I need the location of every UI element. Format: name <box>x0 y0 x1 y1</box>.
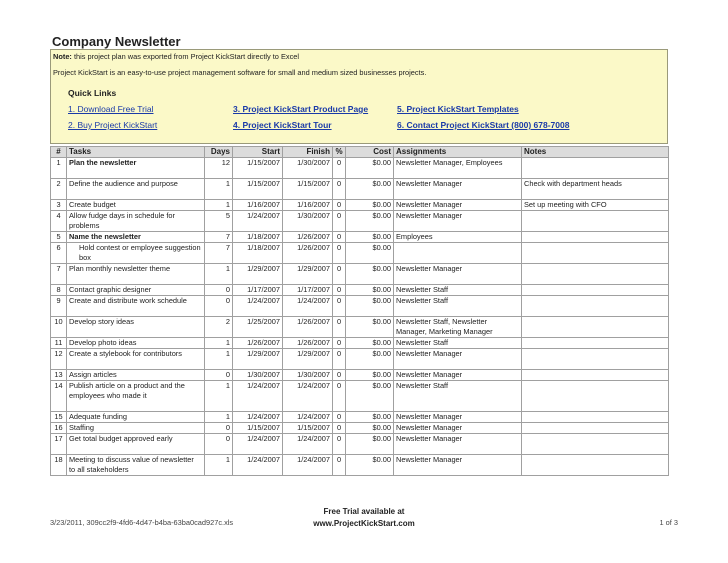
cell-days: 7 <box>205 243 233 264</box>
table-header-row <box>51 147 669 158</box>
cell-assignments: Newsletter Staff, Newsletter Manager, Marketing Manager <box>394 317 522 338</box>
cell-start: 1/24/2007 <box>233 211 283 232</box>
cell-cost: $0.00 <box>346 455 394 476</box>
cell-task: Get total budget approved early <box>67 434 205 455</box>
cell-finish: 1/15/2007 <box>283 179 333 200</box>
table-row <box>51 423 669 434</box>
cell-notes <box>522 412 669 423</box>
cell-start: 1/15/2007 <box>233 423 283 434</box>
cell-finish: 1/26/2007 <box>283 232 333 243</box>
cell-number: 18 <box>51 455 67 476</box>
cell-cost: $0.00 <box>346 338 394 349</box>
link-contact-kickstart[interactable]: 6. Contact Project KickStart (800) 678-7008 <box>397 120 570 130</box>
cell-number: 12 <box>51 349 67 370</box>
cell-cost: $0.00 <box>346 412 394 423</box>
cell-days: 0 <box>205 434 233 455</box>
quick-links-heading: Quick Links <box>68 88 117 98</box>
cell-notes <box>522 317 669 338</box>
cell-assignments: Newsletter Manager <box>394 349 522 370</box>
link-kickstart-tour[interactable]: 4. Project KickStart Tour <box>233 120 332 130</box>
cell-number: 8 <box>51 285 67 296</box>
cell-assignments: Newsletter Manager <box>394 264 522 285</box>
table-row <box>51 296 669 317</box>
cell-assignments: Newsletter Manager <box>394 179 522 200</box>
header-finish: Finish <box>283 147 333 158</box>
footer-file-info: 3/23/2011, 309cc2f9-4fd6-4d47-b4ba-63ba0cad927c.xls <box>50 518 234 527</box>
cell-percent: 0 <box>333 381 346 412</box>
cell-cost: $0.00 <box>346 243 394 264</box>
cell-days: 12 <box>205 158 233 179</box>
header-number: # <box>51 147 67 158</box>
cell-notes <box>522 296 669 317</box>
cell-notes <box>522 370 669 381</box>
table-row <box>51 285 669 296</box>
cell-notes <box>522 455 669 476</box>
cell-task: Define the audience and purpose <box>67 179 205 200</box>
cell-start: 1/18/2007 <box>233 232 283 243</box>
cell-cost: $0.00 <box>346 285 394 296</box>
table-row <box>51 243 669 264</box>
cell-number: 13 <box>51 370 67 381</box>
cell-days: 2 <box>205 317 233 338</box>
cell-cost: $0.00 <box>346 349 394 370</box>
cell-cost: $0.00 <box>346 317 394 338</box>
cell-assignments: Employees <box>394 232 522 243</box>
cell-notes <box>522 232 669 243</box>
cell-start: 1/17/2007 <box>233 285 283 296</box>
cell-days: 0 <box>205 285 233 296</box>
header-percent: % <box>333 147 346 158</box>
cell-number: 7 <box>51 264 67 285</box>
cell-cost: $0.00 <box>346 423 394 434</box>
cell-number: 16 <box>51 423 67 434</box>
cell-assignments: Newsletter Manager <box>394 455 522 476</box>
cell-task: Plan the newsletter <box>67 158 205 179</box>
cell-assignments: Newsletter Manager <box>394 412 522 423</box>
cell-number: 9 <box>51 296 67 317</box>
cell-finish: 1/30/2007 <box>283 211 333 232</box>
cell-start: 1/29/2007 <box>233 264 283 285</box>
cell-percent: 0 <box>333 423 346 434</box>
cell-task: Hold contest or employee suggestion box <box>67 243 205 264</box>
footer-promo-line1: Free Trial available at <box>323 507 405 516</box>
cell-start: 1/24/2007 <box>233 381 283 412</box>
table-row <box>51 264 669 285</box>
cell-task: Meeting to discuss value of newsletter to all stakeholders <box>67 455 205 476</box>
header-cost: Cost <box>346 147 394 158</box>
cell-notes <box>522 338 669 349</box>
cell-start: 1/30/2007 <box>233 370 283 381</box>
cell-assignments: Newsletter Staff <box>394 381 522 412</box>
cell-finish: 1/26/2007 <box>283 243 333 264</box>
cell-assignments <box>394 243 522 264</box>
cell-days: 0 <box>205 296 233 317</box>
cell-percent: 0 <box>333 264 346 285</box>
cell-finish: 1/30/2007 <box>283 370 333 381</box>
cell-percent: 0 <box>333 243 346 264</box>
cell-notes <box>522 158 669 179</box>
note-label: Note: <box>53 52 72 61</box>
cell-notes <box>522 264 669 285</box>
cell-task: Create budget <box>67 200 205 211</box>
cell-finish: 1/29/2007 <box>283 349 333 370</box>
cell-assignments: Newsletter Manager <box>394 434 522 455</box>
table-row <box>51 455 669 476</box>
cell-cost: $0.00 <box>346 179 394 200</box>
link-download-free-trial[interactable]: 1. Download Free Trial <box>68 104 154 114</box>
cell-number: 11 <box>51 338 67 349</box>
cell-number: 4 <box>51 211 67 232</box>
link-product-page[interactable]: 3. Project KickStart Product Page <box>233 104 369 114</box>
link-kickstart-templates[interactable]: 5. Project KickStart Templates <box>397 104 519 114</box>
cell-notes <box>522 243 669 264</box>
cell-percent: 0 <box>333 349 346 370</box>
header-tasks: Tasks <box>67 147 205 158</box>
cell-days: 1 <box>205 349 233 370</box>
cell-finish: 1/26/2007 <box>283 338 333 349</box>
cell-days: 1 <box>205 412 233 423</box>
cell-cost: $0.00 <box>346 158 394 179</box>
note-description: Project KickStart is an easy-to-use project management software for small and medium sized businesses projects. <box>53 68 427 77</box>
table-row <box>51 211 669 232</box>
cell-days: 0 <box>205 423 233 434</box>
cell-finish: 1/24/2007 <box>283 412 333 423</box>
cell-finish: 1/24/2007 <box>283 296 333 317</box>
cell-days: 1 <box>205 381 233 412</box>
cell-finish: 1/16/2007 <box>283 200 333 211</box>
cell-notes <box>522 423 669 434</box>
cell-finish: 1/24/2007 <box>283 381 333 412</box>
cell-task: Publish article on a product and the employees who made it <box>67 381 205 412</box>
cell-notes <box>522 211 669 232</box>
footer-page-number: 1 of 3 <box>659 518 678 527</box>
cell-finish: 1/24/2007 <box>283 434 333 455</box>
cell-start: 1/26/2007 <box>233 338 283 349</box>
cell-start: 1/15/2007 <box>233 158 283 179</box>
cell-days: 0 <box>205 370 233 381</box>
table-row <box>51 158 669 179</box>
table-row <box>51 232 669 243</box>
cell-task: Adequate funding <box>67 412 205 423</box>
cell-number: 2 <box>51 179 67 200</box>
cell-assignments: Newsletter Staff <box>394 296 522 317</box>
cell-notes <box>522 349 669 370</box>
cell-assignments: Newsletter Staff <box>394 285 522 296</box>
cell-task: Create and distribute work schedule <box>67 296 205 317</box>
cell-percent: 0 <box>333 434 346 455</box>
cell-assignments: Newsletter Manager <box>394 211 522 232</box>
cell-days: 5 <box>205 211 233 232</box>
cell-percent: 0 <box>333 158 346 179</box>
cell-start: 1/25/2007 <box>233 317 283 338</box>
cell-assignments: Newsletter Manager <box>394 200 522 211</box>
cell-task: Develop photo ideas <box>67 338 205 349</box>
cell-finish: 1/29/2007 <box>283 264 333 285</box>
cell-days: 1 <box>205 200 233 211</box>
cell-start: 1/18/2007 <box>233 243 283 264</box>
cell-percent: 0 <box>333 412 346 423</box>
cell-notes: Set up meeting with CFO <box>522 200 669 211</box>
cell-start: 1/16/2007 <box>233 200 283 211</box>
cell-days: 1 <box>205 455 233 476</box>
cell-cost: $0.00 <box>346 434 394 455</box>
cell-notes: Check with department heads <box>522 179 669 200</box>
header-assignments: Assignments <box>394 147 522 158</box>
cell-percent: 0 <box>333 179 346 200</box>
table-row <box>51 370 669 381</box>
cell-finish: 1/30/2007 <box>283 158 333 179</box>
cell-notes <box>522 381 669 412</box>
cell-number: 10 <box>51 317 67 338</box>
cell-number: 1 <box>51 158 67 179</box>
cell-start: 1/29/2007 <box>233 349 283 370</box>
cell-cost: $0.00 <box>346 232 394 243</box>
header-start: Start <box>233 147 283 158</box>
cell-cost: $0.00 <box>346 296 394 317</box>
cell-task: Assign articles <box>67 370 205 381</box>
task-table <box>50 146 669 476</box>
cell-days: 1 <box>205 179 233 200</box>
cell-number: 17 <box>51 434 67 455</box>
cell-percent: 0 <box>333 285 346 296</box>
cell-cost: $0.00 <box>346 211 394 232</box>
cell-task: Name the newsletter <box>67 232 205 243</box>
cell-cost: $0.00 <box>346 200 394 211</box>
cell-days: 7 <box>205 232 233 243</box>
cell-days: 1 <box>205 264 233 285</box>
table-row <box>51 412 669 423</box>
note-box <box>50 49 668 144</box>
task-table-body <box>51 158 669 476</box>
table-row <box>51 338 669 349</box>
cell-number: 3 <box>51 200 67 211</box>
cell-task: Allow fudge days in schedule for problems <box>67 211 205 232</box>
table-row <box>51 200 669 211</box>
cell-number: 6 <box>51 243 67 264</box>
cell-task: Develop story ideas <box>67 317 205 338</box>
cell-percent: 0 <box>333 455 346 476</box>
cell-days: 1 <box>205 338 233 349</box>
cell-number: 14 <box>51 381 67 412</box>
cell-task: Plan monthly newsletter theme <box>67 264 205 285</box>
cell-finish: 1/26/2007 <box>283 317 333 338</box>
cell-start: 1/24/2007 <box>233 434 283 455</box>
cell-notes <box>522 285 669 296</box>
cell-assignments: Newsletter Manager <box>394 370 522 381</box>
note-text: this project plan was exported from Project KickStart directly to Excel <box>73 52 300 61</box>
cell-number: 5 <box>51 232 67 243</box>
cell-cost: $0.00 <box>346 370 394 381</box>
cell-percent: 0 <box>333 296 346 317</box>
cell-finish: 1/17/2007 <box>283 285 333 296</box>
cell-assignments: Newsletter Manager <box>394 423 522 434</box>
table-row <box>51 349 669 370</box>
cell-task: Staffing <box>67 423 205 434</box>
table-row <box>51 317 669 338</box>
cell-finish: 1/15/2007 <box>283 423 333 434</box>
cell-task: Create a stylebook for contributors <box>67 349 205 370</box>
cell-percent: 0 <box>333 200 346 211</box>
link-buy-project-kickstart[interactable]: 2. Buy Project KickStart <box>68 120 158 130</box>
header-notes: Notes <box>522 147 669 158</box>
cell-percent: 0 <box>333 317 346 338</box>
cell-task: Contact graphic designer <box>67 285 205 296</box>
cell-percent: 0 <box>333 370 346 381</box>
header-days: Days <box>205 147 233 158</box>
cell-assignments: Newsletter Staff <box>394 338 522 349</box>
table-row <box>51 434 669 455</box>
cell-start: 1/15/2007 <box>233 179 283 200</box>
cell-percent: 0 <box>333 338 346 349</box>
cell-percent: 0 <box>333 211 346 232</box>
footer-promo-url: www.ProjectKickStart.com <box>313 519 415 528</box>
table-row <box>51 381 669 412</box>
cell-assignments: Newsletter Manager, Employees <box>394 158 522 179</box>
cell-cost: $0.00 <box>346 264 394 285</box>
cell-start: 1/24/2007 <box>233 296 283 317</box>
cell-cost: $0.00 <box>346 381 394 412</box>
table-row <box>51 179 669 200</box>
cell-start: 1/24/2007 <box>233 412 283 423</box>
cell-number: 15 <box>51 412 67 423</box>
cell-notes <box>522 434 669 455</box>
cell-percent: 0 <box>333 232 346 243</box>
cell-start: 1/24/2007 <box>233 455 283 476</box>
cell-finish: 1/24/2007 <box>283 455 333 476</box>
note-line <box>53 52 299 61</box>
page-title: Company Newsletter <box>52 34 181 49</box>
